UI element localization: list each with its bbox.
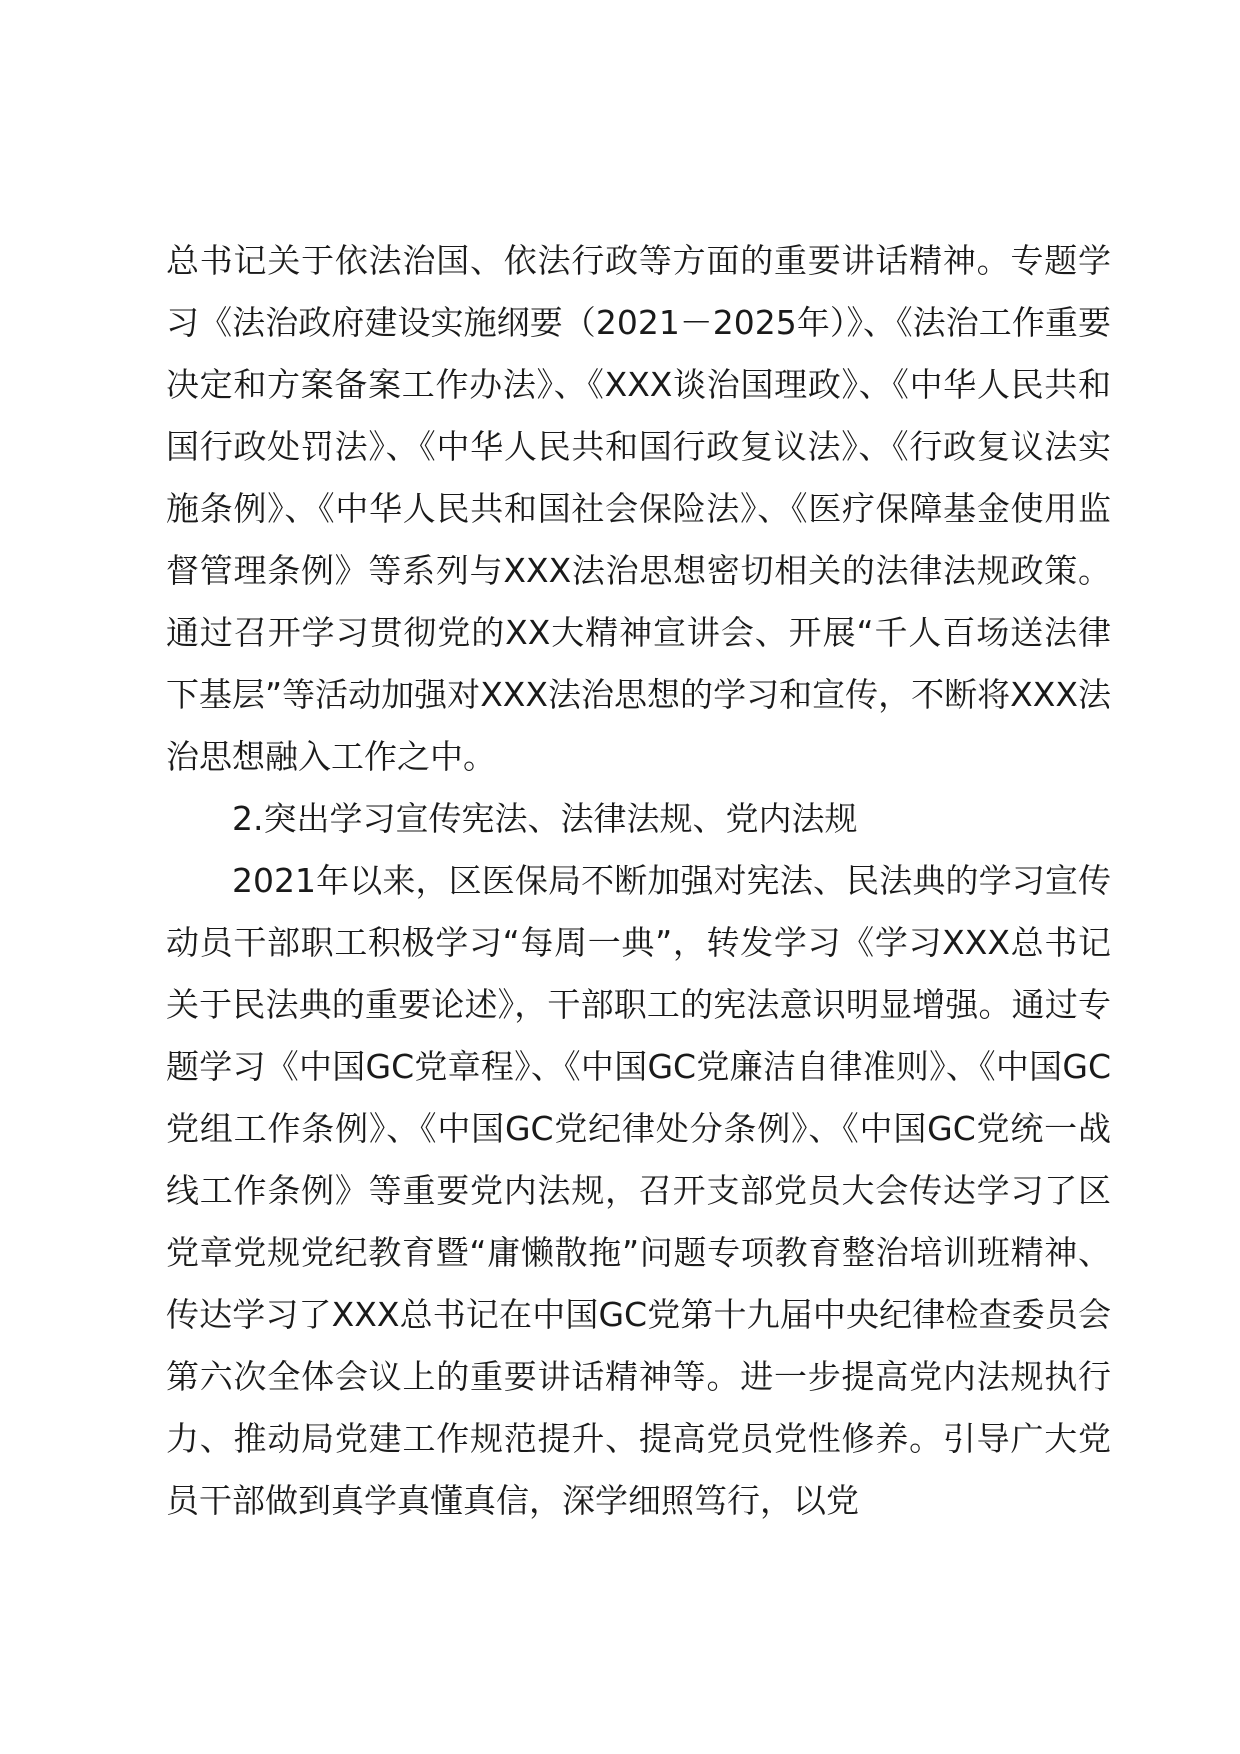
section-heading: 2.突出学习宣传宪法、法律法规、党内法规 <box>232 799 858 838</box>
document-body <box>166 230 1111 1532</box>
paragraph-body: 2021年以来，区医保局不断加强对宪法、民法典的学习宣传动员干部职工积极学习“每周一典”，转发学习《学习XXX总书记关于民法典的重要论述》，干部职工的宪法意识明显增强。通过专题学习《中国GC党章程》、《中国GC党廉洁自律准则》、《中国GC党组工作条例》、《中国GC党纪律处分条例》、《中国GC党统一战线工作条例》等重要党内法规，召开支部党员大会传达学习了区党章党规党纪教育暨“庸懒散拖”问题专项教育整治培训班精神、传达学习了XXX总书记在中国GC党第十九届中央纪律检查委员会第六次全体会议上的重要讲话精神等。进一步提高党内法规执行力、推动局党建工作规范提升、提高党员党性修养。引导广大党员干部做到真学真懂真信，深学细照笃行，以党 <box>166 861 1111 1520</box>
paragraph-continuation: 总书记关于依法治国、依法行政等方面的重要讲话精神。专题学习《法治政府建设实施纲要（2021－2025年）》、《法治工作重要决定和方案备案工作办法》、《XXX谈治国理政》、《中华人民共和国行政处罚法》、《中华人民共和国行政复议法》、《行政复议法实施条例》、《中华人民共和国社会保险法》、《医疗保障基金使用监督管理条例》等系列与XXX法治思想密切相关的法律法规政策。通过召开学习贯彻党的XX大精神宣讲会、开展“千人百场送法律下基层”等活动加强对XXX法治思想的学习和宣传，不断将XXX法治思想融入工作之中。 <box>166 241 1111 776</box>
